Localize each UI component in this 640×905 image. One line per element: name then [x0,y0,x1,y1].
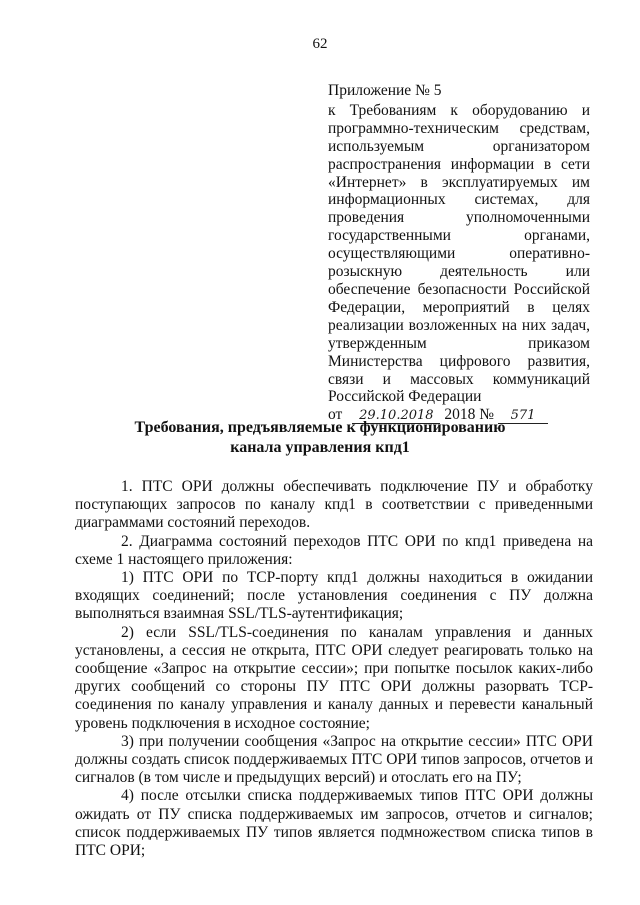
title-line-2: канала управления кпд1 [230,439,410,456]
order-prefix: от [328,406,343,424]
page-number: 62 [312,36,328,52]
appendix-basis-text: к Требованиям к оборудованию и программно-техническим средствам, используемым организатором распространения информации в сети «Интернет» в эксплуатируемых им информационных системах, для проведения уполномоченными государственными органами, осуществляющими оперативно-розыскную деятельность или обеспечение безопасности Российской Федерации, мероприятий в целях реализации возложенных на них задач, утвержденным приказом Министерства цифрового развития, связи и массовых коммуникаций Российской Федерации [328,101,590,406]
paragraph: 2) если SSL/TLS-соединения по каналам управления и данных установлены, а сессия не открыта, ПТС ОРИ следует реагировать только на сообщение «Запрос на открытие сессии»; при попытке посылок каких-либо других сообщений со стороны ПУ ПТС ОРИ должны разорвать TCP-соединения по каналу управления и каналу данных и перевести канальный уровень подключения в исходное состояние; [75,623,593,732]
title-line-1: Требования, предъявляемые к функционированию [134,419,506,436]
document-body [75,478,593,860]
document-title [0,418,640,458]
paragraph: 1. ПТС ОРИ должны обеспечивать подключение ПУ и обработку поступающих запросов по каналу кпд1 в соответствии с приведенными диаграммами состояний переходов. [75,478,593,532]
order-year: 2018 № [444,406,494,424]
appendix-block [328,82,590,424]
paragraph: 3) при получении сообщения «Запрос на открытие сессии» ПТС ОРИ должны создать список поддерживаемых ПТС ОРИ типов запросов, отчетов и сигналов (в том числе и предыдущих версий) и отослать его на ПУ; [75,732,593,787]
paragraph: 1) ПТС ОРИ по TCP-порту кпд1 должны находиться в ожидании входящих соединений; после установления соединения с ПУ должна выполняться взаимная SSL/TLS-аутентификация; [75,569,593,623]
order-number-handwritten: 571 [498,408,548,424]
paragraph: 4) после отсылки списка поддерживаемых типов ПТС ОРИ должны ожидать от ПУ списка поддерживаемых им запросов, отчетов и сигналов; список поддерживаемых ПУ типов является подмножеством списка типов в ПТС ОРИ; [75,787,593,860]
appendix-heading: Приложение № 5 [328,82,442,99]
paragraph: 2. Диаграмма состояний переходов ПТС ОРИ по кпд1 приведена на схеме 1 настоящего приложения: [75,532,593,568]
order-date-handwritten: 29.10.2018 [352,408,440,424]
